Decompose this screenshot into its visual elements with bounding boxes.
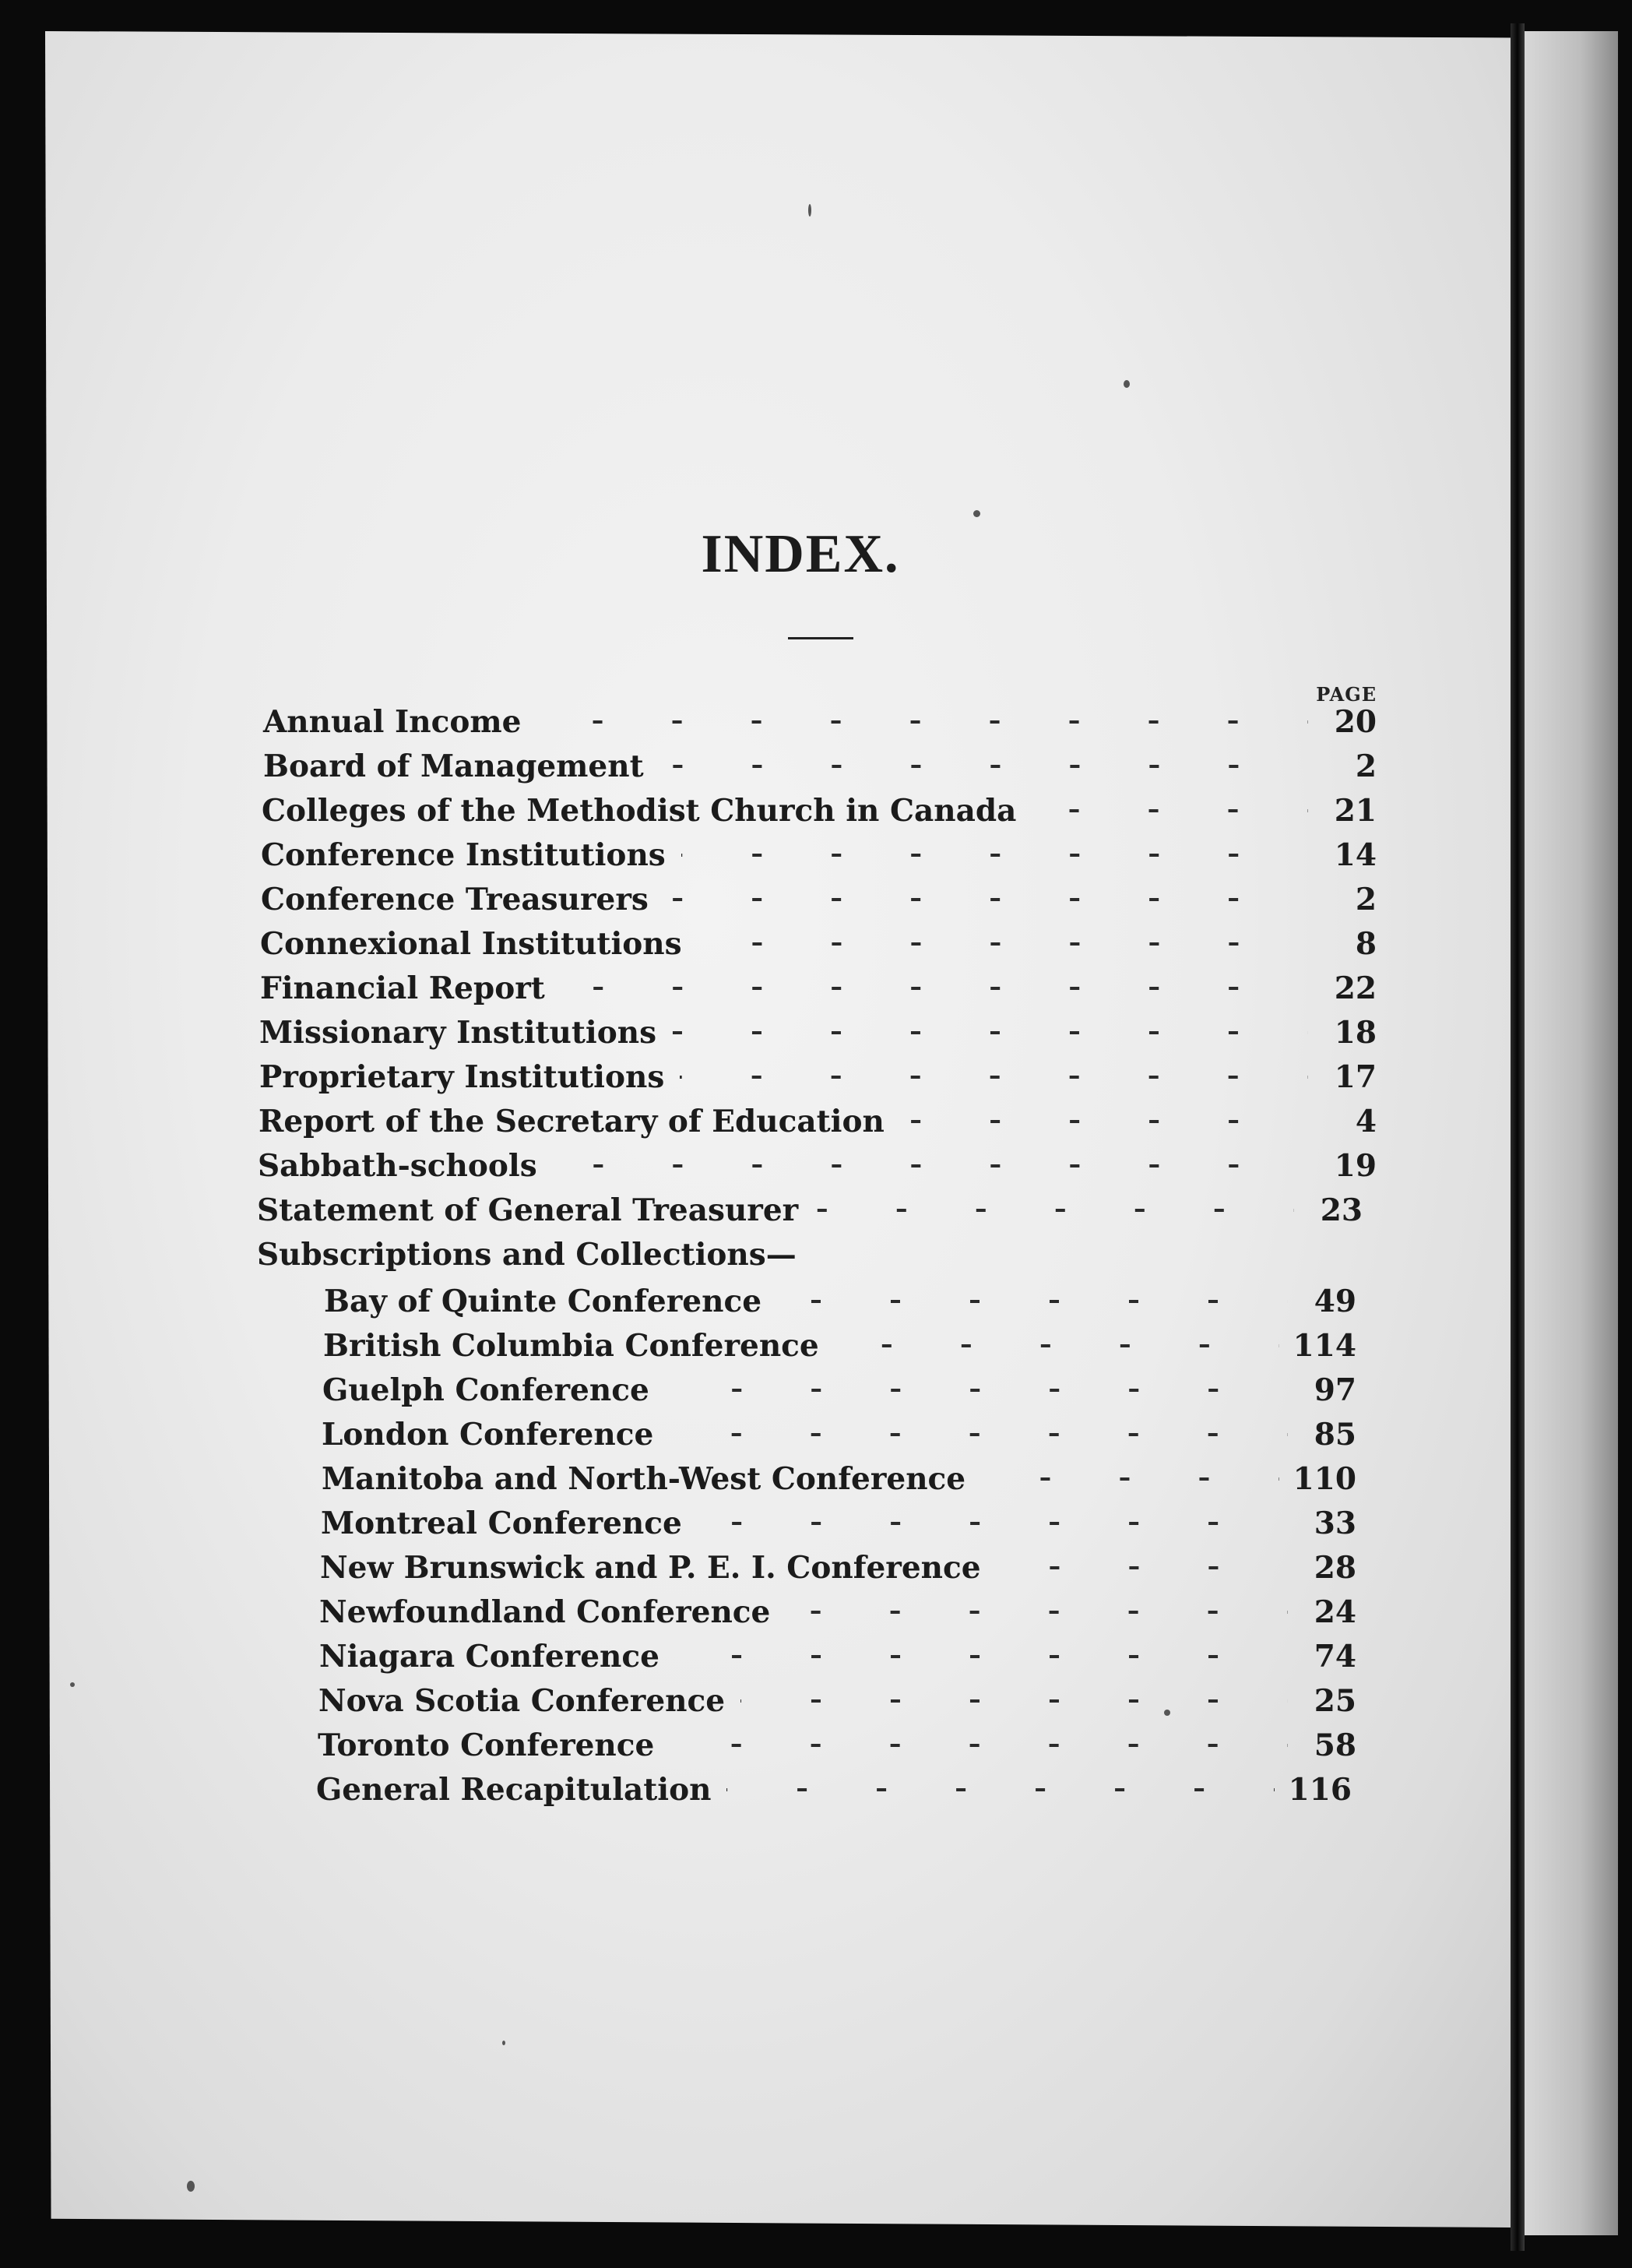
entry-page: 18 [1334,1015,1377,1051]
entry-label: New Brunswick and P. E. I. Conference [320,1550,981,1586]
index-entry [260,922,1377,966]
dot-leader [659,763,1308,770]
entry-label: British Columbia Conference [323,1328,819,1364]
page-column-header: PAGE [1316,683,1377,706]
entry-page: 116 [1288,1772,1352,1808]
entry-label: Newfoundland Conference [319,1594,771,1630]
dot-leader [698,1520,1288,1527]
entry-page: 74 [1314,1639,1356,1675]
entry-page: 85 [1314,1417,1356,1453]
dot-leader [672,1030,1308,1036]
entry-label: Manitoba and North-West Conference [322,1461,966,1497]
entry-page: 8 [1355,926,1377,962]
dot-leader [786,1609,1288,1615]
entry-label: Proprietary Institutions [259,1059,665,1095]
index-sub-entry [319,1635,1356,1678]
index-entry [263,745,1377,788]
dot-leader [681,852,1308,858]
dot-leader [777,1298,1288,1305]
entry-page: 20 [1334,704,1377,740]
index-entry [259,1100,1377,1143]
binding-shadow [1511,23,1525,2251]
index-subheading [257,1233,1363,1277]
dot-leader [536,719,1308,725]
adjacent-page-edge [1525,31,1618,2235]
entry-label: Guelph Conference [322,1372,649,1408]
entry-label: Statement of General Treasurer [257,1192,799,1228]
entry-page: 25 [1314,1683,1356,1719]
dot-leader [835,1343,1279,1349]
index-sub-entry [320,1546,1356,1590]
entry-page: 58 [1314,1727,1356,1763]
dot-leader [675,1653,1288,1660]
index-entry [261,878,1377,921]
dot-leader [670,1742,1288,1749]
entry-label: Montreal Conference [321,1506,682,1541]
entry-page: 2 [1355,882,1377,917]
index-entry [261,833,1377,877]
index-sub-entry [322,1413,1356,1456]
dot-leader [561,985,1308,991]
index-sub-entry [316,1768,1352,1812]
entry-page: 97 [1314,1372,1356,1408]
entry-label: Bay of Quinte Conference [324,1284,762,1319]
entry-label: Sabbath-schools [258,1148,537,1184]
dot-leader [981,1476,1279,1482]
entry-label: Annual Income [263,704,522,740]
entry-label: Niagara Conference [319,1639,659,1675]
dot-leader [665,1387,1288,1393]
index-sub-entry [319,1590,1356,1634]
dot-leader [664,896,1308,903]
dot-leader [900,1118,1308,1125]
title-rule [788,637,853,639]
dot-leader [740,1698,1288,1704]
index-sub-entry [321,1502,1356,1545]
index-sub-entry [324,1280,1356,1323]
index-sub-entry [322,1368,1356,1412]
entry-label: London Conference [322,1417,654,1453]
dot-leader [814,1207,1294,1213]
entry-label: General Recapitulation [316,1772,712,1808]
entry-label: Report of the Secretary of Education [259,1104,885,1139]
entry-page: 28 [1314,1550,1356,1586]
dot-leader [698,941,1308,947]
entry-page: 21 [1334,793,1377,829]
entry-label: Nova Scotia Conference [318,1683,726,1719]
subheading-label: Subscriptions and Collections— [257,1237,797,1273]
index-entry [257,1189,1363,1232]
entry-label: Connexional Institutions [260,926,682,962]
index-sub-entry [318,1679,1356,1723]
index-sub-entry [322,1457,1356,1501]
index-sub-entry [323,1324,1356,1368]
entry-label: Board of Management [263,748,644,784]
index-entry [260,967,1377,1010]
entry-page: 49 [1314,1284,1356,1319]
dot-leader [680,1074,1308,1080]
entry-page: 14 [1334,837,1377,873]
index-title: INDEX. [701,524,900,584]
index-sub-entry [318,1724,1356,1767]
entry-label: Colleges of the Methodist Church in Canada [262,793,1017,829]
entry-page: 33 [1314,1506,1356,1541]
entry-label: Missionary Institutions [259,1015,657,1051]
dot-leader [553,1163,1308,1169]
entry-page: 110 [1293,1461,1356,1497]
entry-page: 4 [1355,1104,1377,1139]
dot-leader [726,1787,1274,1793]
entry-label: Conference Institutions [261,837,666,873]
index-entry [259,1011,1377,1055]
index-entry [262,789,1377,833]
entry-page: 23 [1320,1192,1363,1228]
entry-page: 22 [1334,970,1377,1006]
entry-label: Financial Report [260,970,545,1006]
dot-leader [997,1565,1288,1571]
entry-page: 17 [1334,1059,1377,1095]
dot-leader [669,1432,1288,1438]
dot-leader [1032,808,1308,814]
index-entry [263,700,1377,744]
index-entry [258,1144,1377,1188]
entry-page: 2 [1355,748,1377,784]
entry-label: Toronto Conference [318,1727,655,1763]
entry-page: 19 [1334,1148,1377,1184]
entry-label: Conference Treasurers [261,882,649,917]
index-entry [259,1055,1377,1099]
entry-page: 114 [1293,1328,1356,1364]
entry-page: 24 [1314,1594,1356,1630]
